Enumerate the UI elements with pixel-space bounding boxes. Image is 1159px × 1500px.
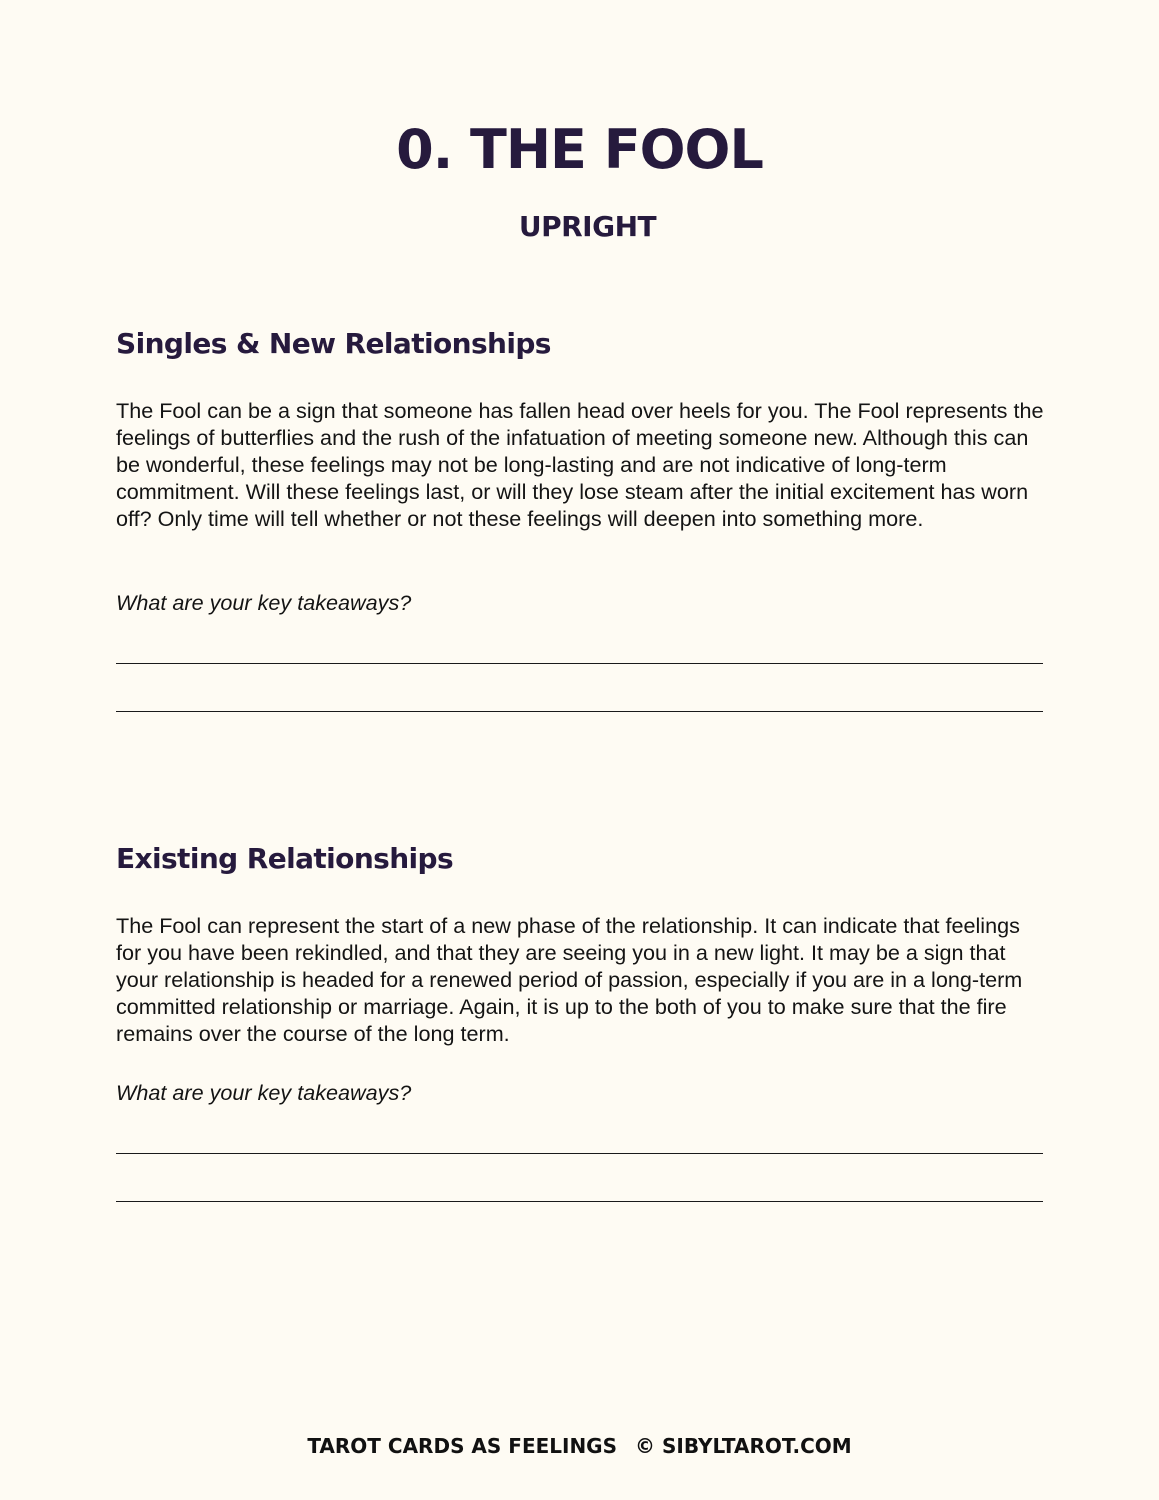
card-orientation: UPRIGHT (518, 210, 657, 243)
answer-line[interactable] (116, 1201, 1043, 1202)
card-title: 0. THE FOOL (396, 118, 763, 181)
section-body: The Fool can be a sign that someone has fallen head over heels for you. The Fool represents the feelings of butterflies and the rush of the infatuation of meeting someone new. Although this can be wonderful, these feelings may not be long-lasting and are not indicative of long-term commitment. Will these feelings last, or will they lose steam after the initial excitement has worn off? Only time will tell whether or not these feelings will deepen into something more. (116, 398, 1044, 531)
section-singles-new-relationships (116, 324, 1046, 724)
takeaways-prompt: What are your key takeaways? (116, 590, 412, 615)
footer-copyright: © SIBYLTAROT.COM (635, 1434, 852, 1458)
section-heading: Singles & New Relationships (116, 327, 551, 360)
answer-line[interactable] (116, 1153, 1043, 1154)
takeaways-prompt: What are your key takeaways? (116, 1080, 412, 1105)
answer-line[interactable] (116, 663, 1043, 664)
answer-line[interactable] (116, 711, 1043, 712)
footer (0, 1432, 1159, 1460)
footer-title: TAROT CARDS AS FEELINGS (307, 1434, 618, 1458)
section-body: The Fool can represent the start of a new phase of the relationship. It can indicate that feelings for you have been rekindled, and that they are seeing you in a new light. It may be a sign that your relationship is headed for a renewed period of passion, especially if you are in a long-term committed relationship or marriage. Again, it is up to the both of you to make sure that the fire remains over the course of the long term. (116, 913, 1023, 1046)
section-existing-relationships (116, 839, 1046, 1239)
section-heading: Existing Relationships (116, 842, 454, 875)
